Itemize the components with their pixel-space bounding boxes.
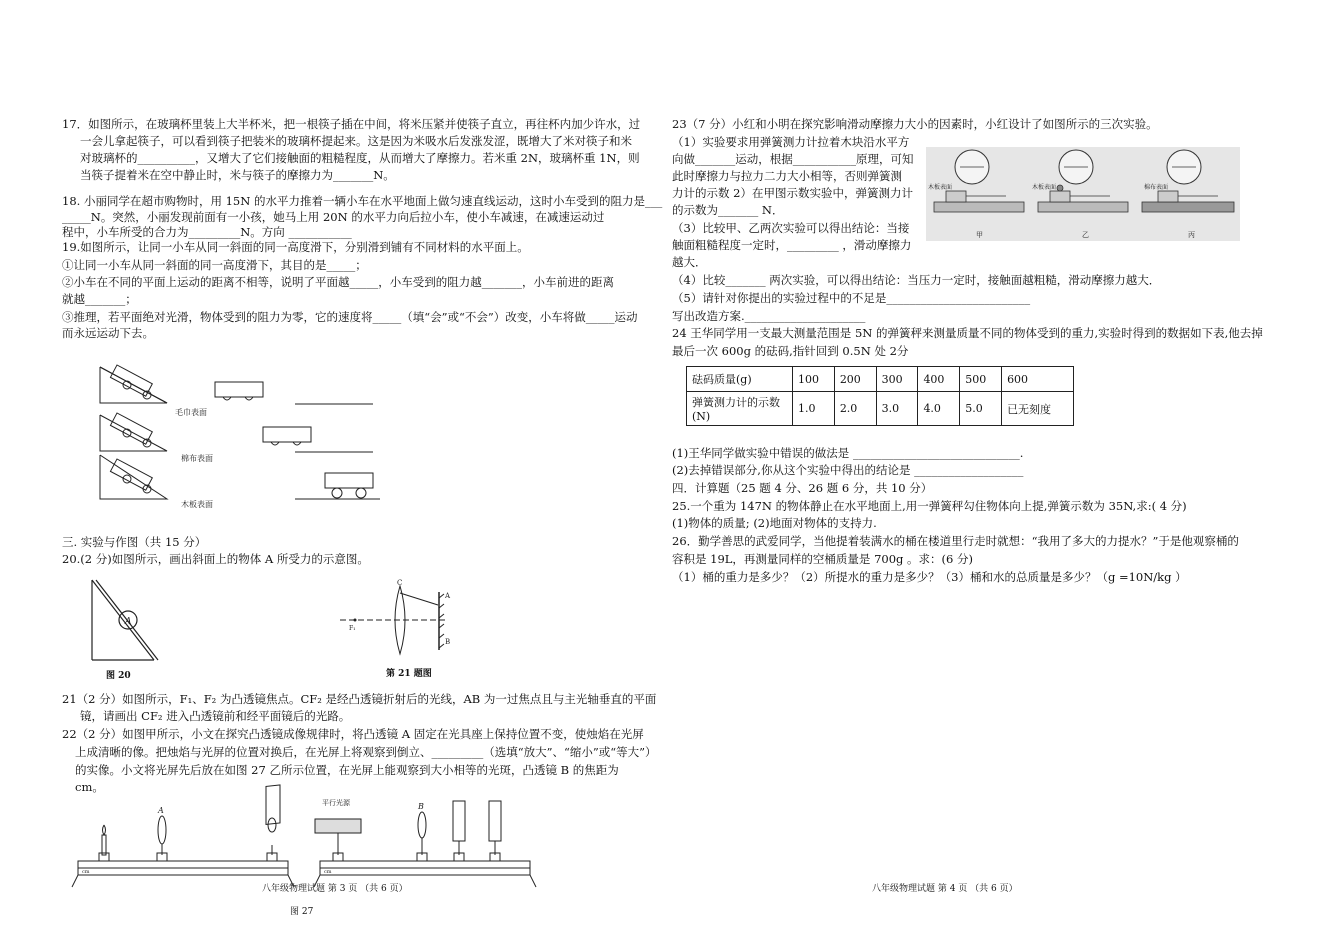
section-4-heading: 四．计算题（25 题 4 分、26 题 6 分，共 10 分） bbox=[672, 481, 933, 495]
fig23-surface-1: 木板表面 bbox=[928, 184, 953, 191]
q25-line2: (1)物体的质量; (2)地面对物体的支持力. bbox=[672, 516, 877, 530]
q17-line3: 对玻璃杯的__________，又增大了它们接触面的粗糙程度，从而增大了摩擦力。若米重 2N，玻璃杯重 1N，则 bbox=[80, 151, 640, 165]
q23-line1: 23（7 分）小红和小明在探究影响滑动摩擦力大小的因素时，小红设计了如图所示的三次实验。 bbox=[672, 117, 1158, 131]
spring-scale-data-table bbox=[686, 366, 1074, 426]
fig21-label-a: A bbox=[445, 592, 451, 600]
q26-line3: （1）桶的重力是多少？（2）所提水的重力是多少？（3）桶和水的总质量是多少？（g =10N/kg ） bbox=[672, 570, 1187, 584]
table-cell: 弹簧测力计的示数(N) bbox=[687, 392, 793, 426]
figure-20-incline bbox=[88, 578, 168, 666]
table-cell: 500 bbox=[960, 367, 1002, 392]
table-row-mass bbox=[687, 367, 1074, 392]
fig27-unit-right: cm bbox=[324, 869, 332, 875]
q23-line8: 触面粗糙程度一定时，_________ ，滑动摩擦力 bbox=[672, 238, 912, 252]
figure-23-friction-experiments bbox=[926, 147, 1240, 241]
table-cell: 5.0 bbox=[960, 392, 1002, 426]
q24-part2: (2)去掉错误部分,你从这个实验中得出的结论是 ___________________ bbox=[672, 463, 1024, 477]
q17-line1: 17．如图所示，在玻璃杯里装上大半杯米，把一根筷子插在中间，将米压紧并使筷子直立，再往杯内加少许水，过 bbox=[62, 117, 641, 131]
fig27-unit-left: cm bbox=[82, 869, 90, 875]
table-cell: 砝码质量(g) bbox=[687, 367, 793, 392]
q17-line2: 一会儿拿起筷子，可以看到筷子把装米的玻璃杯提起来。这是因为米吸水后发涨发涩，既增大了米对筷子和米 bbox=[80, 134, 632, 148]
table-cell: 600 bbox=[1002, 367, 1074, 392]
section-3-heading: 三. 实验与作图（共 15 分） bbox=[62, 535, 207, 549]
fig21-caption: 第 21 题图 bbox=[386, 669, 432, 679]
q19-line4: 就越_______； bbox=[62, 292, 137, 306]
q23-line3: 向做_______运动，根据___________原理，可知 bbox=[672, 152, 914, 166]
fig23-surface-2: 木板表面 bbox=[1032, 184, 1057, 191]
q17-line4: 当筷子提着米在空中静止时，米与筷子的摩擦力为_______N。 bbox=[80, 168, 395, 182]
q23-line5: 力计的示数 2）在甲图示数实验中，弹簧测力计 bbox=[672, 186, 913, 200]
figure-19-inclines bbox=[95, 355, 385, 509]
q19-line5: ③推理，若平面绝对光滑，物体受到的阻力为零，它的速度将_____（填“会”或“不会”）改变，小车将做_____运动 bbox=[62, 310, 638, 324]
fig20-object-label: A bbox=[125, 617, 132, 627]
question-20: 20.(2 分)如图所示，画出斜面上的物体 A 所受力的示意图。 bbox=[62, 552, 369, 566]
table-cell: 已无刻度 bbox=[1002, 392, 1074, 426]
fig23-label-bing: 丙 bbox=[1188, 231, 1195, 239]
fig19-label-cotton: 棉布表面 bbox=[181, 454, 213, 463]
q23-line12: 写出改造方案._____________________ bbox=[672, 309, 866, 323]
table-cell: 3.0 bbox=[876, 392, 918, 426]
q23-line7: （3）比较甲、乙两次实验可以得出结论：当接 bbox=[672, 221, 910, 235]
q19-line1: 19.如图所示，让同一小车从同一斜面的同一高度滑下，分别滑到铺有不同材料的水平面上。 bbox=[62, 240, 529, 254]
q22-line4: cm。 bbox=[75, 780, 104, 794]
q21-line1: 21（2 分）如图所示，F₁、F₂ 为凸透镜焦点。CF₂ 是经凸透镜折射后的光线，AB 为一过焦点且与主光轴垂直的平面 bbox=[62, 692, 657, 706]
q23-line4: 此时摩擦力与拉力二力大小相等，否则弹簧测 bbox=[672, 169, 902, 183]
fig23-surface-3: 棉布表面 bbox=[1144, 184, 1169, 191]
table-row-reading bbox=[687, 392, 1074, 426]
fig19-label-towel: 毛巾表面 bbox=[175, 408, 207, 417]
q22-line1: 22（2 分）如图甲所示，小文在探究凸透镜成像规律时，将凸透镜 A 固定在光具座上保持位置不变，使烛焰在光屏 bbox=[62, 727, 644, 741]
table-cell: 2.0 bbox=[834, 392, 876, 426]
right-page-footer: 八年级物理试题 第 4 页 （共 6 页） bbox=[872, 884, 1018, 894]
fig23-label-yi: 乙 bbox=[1082, 231, 1089, 239]
fig21-label-c: C bbox=[397, 579, 403, 587]
figure-27-optical-bench bbox=[70, 795, 540, 895]
q18-line1: 18. 小丽同学在超市购物时，用 15N 的水平力推着一辆小车在水平地面上做匀速直线运动，这时小车受到的阻力是___ bbox=[62, 194, 663, 208]
q23-line9: 越大． bbox=[672, 255, 707, 269]
q18-line2: _____N。突然，小丽发现前面有一小孩，她马上用 20N 的水平力向后拉小车，使小车减速，在减速运动过 bbox=[62, 210, 605, 224]
q26-line1: 26．勤学善思的武爱同学，当他提着装满水的桶在楼道里行走时就想：“我用了多大的力提水？”于是他观察桶的 bbox=[672, 534, 1239, 548]
fig27-caption: 图 27 bbox=[290, 907, 314, 917]
q26-line2: 容积是 19L，再测量同样的空桶质量是 700g 。求：(6 分) bbox=[672, 552, 973, 566]
q23-line10: （4）比较_______ 两次实验，可以得出结论：当压力一定时，接触面越粗糙，滑动摩擦力越大． bbox=[672, 273, 1161, 287]
fig27-source-label: 平行光源 bbox=[322, 799, 350, 807]
q23-line2: （1）实验要求用弹簧测力计拉着木块沿水平方 bbox=[672, 135, 910, 149]
q24-line1: 24 王华同学用一支最大测量范围是 5N 的弹簧秤来测量质量不同的物体受到的重力,实验时得到的数据如下表,他去掉 bbox=[672, 326, 1263, 340]
fig23-label-jia: 甲 bbox=[976, 231, 983, 239]
q19-line3: ②小车在不同的平面上运动的距离不相等，说明了平面越_____，小车受到的阻力越_______，小车前进的距离 bbox=[62, 275, 614, 289]
q24-line2: 最后一次 600g 的砝码,指针回到 0.5N 处 2分 bbox=[672, 344, 909, 358]
q24-part1: (1)王华同学做实验中错误的做法是 _____________________________. bbox=[672, 446, 1024, 460]
table-cell: 4.0 bbox=[918, 392, 960, 426]
table-cell: 200 bbox=[834, 367, 876, 392]
table-cell: 1.0 bbox=[793, 392, 835, 426]
q22-line3: 的实像。小文将光屏先后放在如图 27 乙所示位置，在光屏上能观察到大小相等的光斑，凸透镜 B 的焦距为 bbox=[75, 763, 619, 777]
fig27-lens-b-label: B bbox=[418, 802, 424, 811]
q19-line2: ①让同一小车从同一斜面的同一高度滑下，其目的是_____； bbox=[62, 258, 367, 272]
fig20-caption: 图 20 bbox=[106, 671, 131, 681]
q23-line6: 的示数为_______ N． bbox=[672, 203, 784, 217]
fig19-label-wood: 木板表面 bbox=[181, 500, 213, 509]
fig21-label-f1: F₁ bbox=[349, 625, 356, 632]
fig27-lens-a-label: A bbox=[158, 806, 164, 815]
q19-line6: 而永远运动下去。 bbox=[62, 326, 154, 340]
q23-line11: （5）请针对你提出的实验过程中的不足是_________________________ bbox=[672, 291, 1031, 305]
fig21-label-b: B bbox=[445, 638, 451, 646]
q22-line2: 上成清晰的像。把烛焰与光屏的位置对换后，在光屏上将观察到倒立、_________（选填“放大”、“缩小”或“等大”） bbox=[75, 745, 657, 759]
table-cell: 400 bbox=[918, 367, 960, 392]
q25-line1: 25.一个重为 147N 的物体静止在水平地面上,用一弹簧秤勾住物体向上提,弹簧示数为 35N,求:( 4 分) bbox=[672, 499, 1187, 513]
table-cell: 100 bbox=[793, 367, 835, 392]
table-cell: 300 bbox=[876, 367, 918, 392]
left-page-footer: 八年级物理试题 第 3 页 （共 6 页） bbox=[262, 884, 408, 894]
q18-line3: 程中，小车所受的合力为_________N。方向 ___________ bbox=[62, 225, 352, 239]
q21-line2: 镜，请画出 CF₂ 进入凸透镜前和经平面镜后的光路。 bbox=[80, 709, 351, 723]
figure-21-lens bbox=[335, 578, 465, 658]
